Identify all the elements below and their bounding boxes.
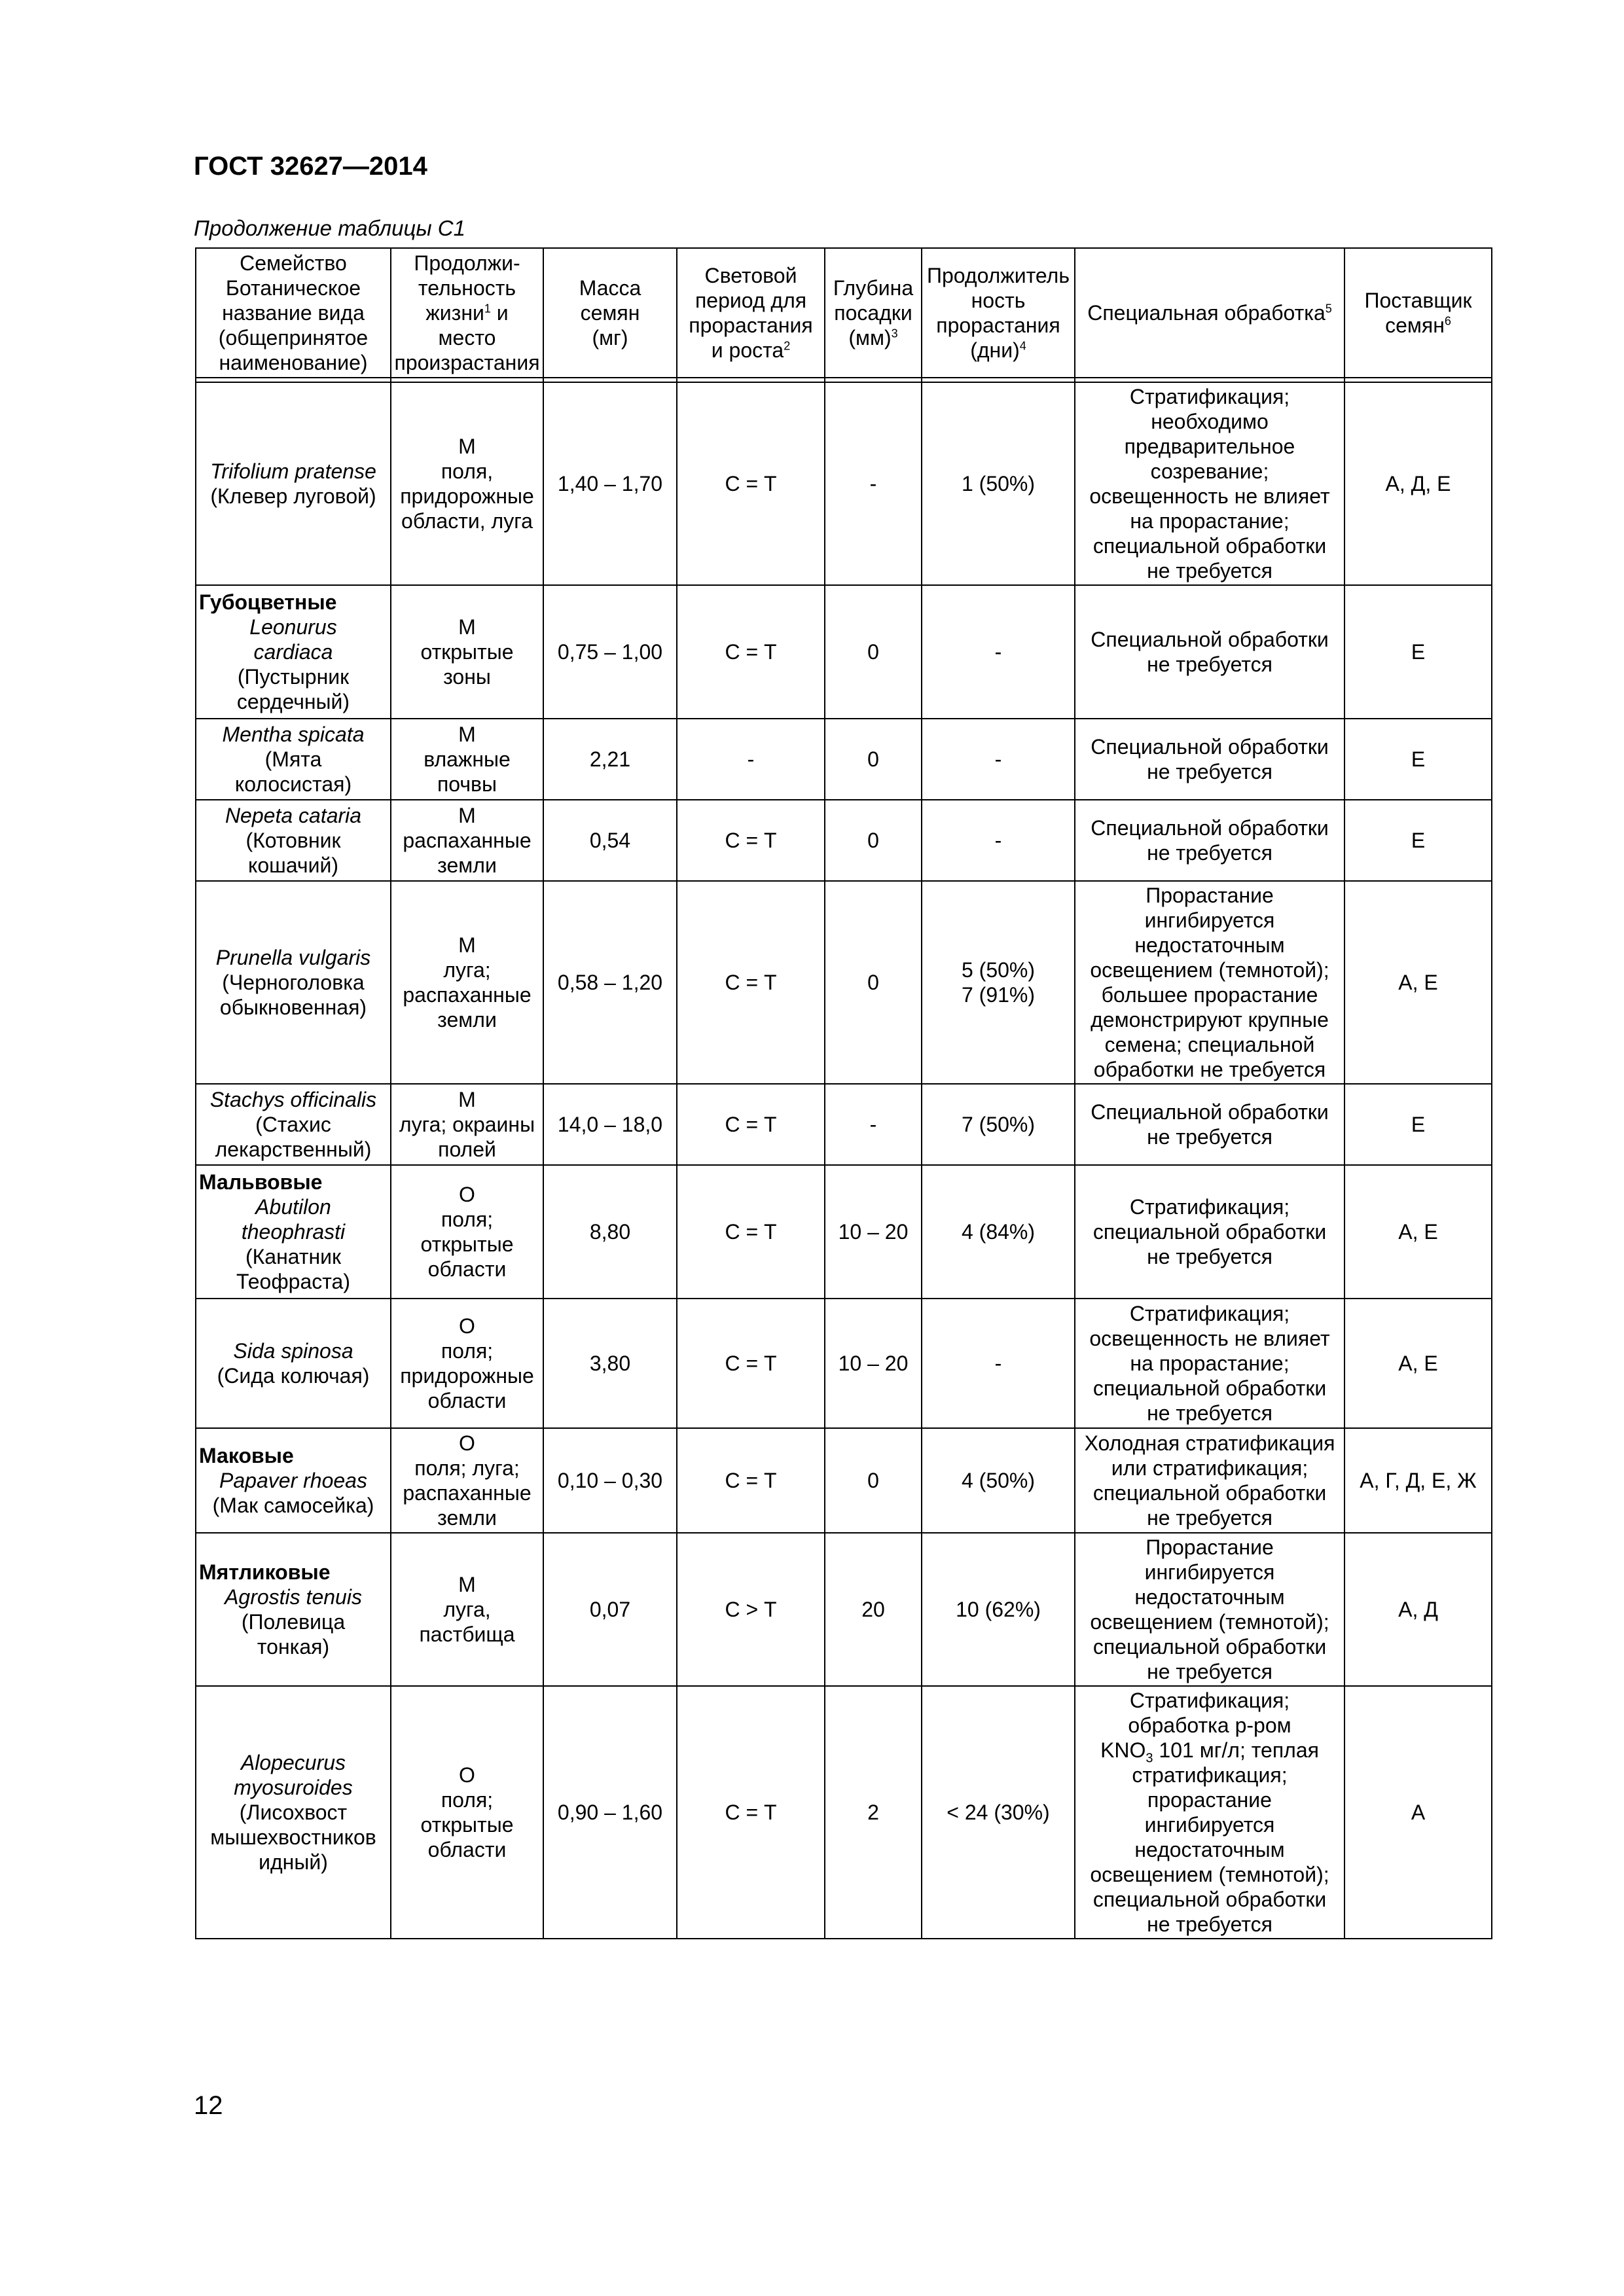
mass-cell: 2,21 — [543, 719, 677, 800]
family-name: Мятликовые — [199, 1560, 331, 1584]
header-lifespan: Продолжи- тельность жизни$^1$ и место произрастания — [391, 248, 543, 378]
duration-cell: - — [922, 800, 1075, 881]
lifespan-cell: М луга; распаханные земли — [391, 881, 543, 1084]
light-cell: С = Т — [677, 1299, 825, 1428]
table-row — [196, 800, 1492, 881]
table-row — [196, 1299, 1492, 1428]
treatment-cell: Стратификация; необходимо предварительное созревание; освещенность не влияет на прорастание; специальной обработки не требуется — [1075, 382, 1344, 585]
family-name: Маковые — [199, 1444, 294, 1467]
supplier-cell: А, Г, Д, Е, Ж — [1344, 1428, 1492, 1533]
species-cell: Prunella vulgaris (Черноголовка обыкновенная) — [196, 881, 391, 1084]
duration-cell: 4 (84%) — [922, 1165, 1075, 1299]
header-mass: Масса семян (мг) — [543, 248, 677, 378]
treatment-cell: Холодная стратификация или стратификация; специальной обработки не требуется — [1075, 1428, 1344, 1533]
family-name: Мальвовые — [199, 1170, 323, 1194]
supplier-cell: А — [1344, 1686, 1492, 1939]
light-cell: С = Т — [677, 1428, 825, 1533]
light-cell: С = Т — [677, 881, 825, 1084]
treatment-cell: Стратификация; освещенность не влияет на прорастание; специальной обработки не требуется — [1075, 1299, 1344, 1428]
header-light: Световой период для прорастания и роста$^2$ — [677, 248, 825, 378]
lifespan-cell: М луга, пастбища — [391, 1533, 543, 1686]
duration-cell: 4 (50%) — [922, 1428, 1075, 1533]
table-row — [196, 1428, 1492, 1533]
mass-cell: 0,54 — [543, 800, 677, 881]
header-separator — [196, 378, 1492, 382]
duration-cell: 5 (50%) 7 (91%) — [922, 881, 1075, 1084]
treatment-cell: Прорастание ингибируется недостаточным освещением (темнотой); большее прорастание демонстрируют крупные семена; специальной обработки не требуется — [1075, 881, 1344, 1084]
duration-cell: < 24 (30%) — [922, 1686, 1075, 1939]
mass-cell: 0,10 – 0,30 — [543, 1428, 677, 1533]
duration-cell: 1 (50%) — [922, 382, 1075, 585]
mass-cell: 14,0 – 18,0 — [543, 1084, 677, 1165]
depth-cell: 10 – 20 — [825, 1299, 922, 1428]
light-cell: С = Т — [677, 1165, 825, 1299]
lifespan-cell: М распаханные земли — [391, 800, 543, 881]
light-cell: - — [677, 719, 825, 800]
mass-cell: 0,75 – 1,00 — [543, 585, 677, 719]
lifespan-cell: М открытые зоны — [391, 585, 543, 719]
duration-cell: - — [922, 719, 1075, 800]
lifespan-cell: О поля; открытые области — [391, 1686, 543, 1939]
species-cell: Губоцветные Leonurus cardiaca (Пустырник сердечный) — [196, 585, 391, 719]
treatment-cell: Специальной обработки не требуется — [1075, 1084, 1344, 1165]
page-number: 12 — [194, 2091, 223, 2120]
lifespan-cell: М луга; окраины полей — [391, 1084, 543, 1165]
header-depth: Глубина посадки (мм)$^3$ — [825, 248, 922, 378]
mass-cell: 0,58 – 1,20 — [543, 881, 677, 1084]
depth-cell: 0 — [825, 1428, 922, 1533]
table-row — [196, 881, 1492, 1084]
mass-cell: 0,07 — [543, 1533, 677, 1686]
treatment-cell: Прорастание ингибируется недостаточным освещением (темнотой); специальной обработки не требуется — [1075, 1533, 1344, 1686]
species-cell: Мятликовые Agrostis tenuis (Полевица тонкая) — [196, 1533, 391, 1686]
supplier-cell: А, Е — [1344, 1165, 1492, 1299]
mass-cell: 3,80 — [543, 1299, 677, 1428]
treatment-cell: Специальной обработки не требуется — [1075, 719, 1344, 800]
treatment-cell: Стратификация; обработка р-ром $KNO_3$ 101 мг/л; теплая стратификация; прорастание ингибируется недостаточным освещением (темнотой); специальной обработки не требуется — [1075, 1686, 1344, 1939]
seed-table — [195, 247, 1492, 1939]
light-cell: С > Т — [677, 1533, 825, 1686]
table-row — [196, 719, 1492, 800]
header-treatment: Специальная обработка$^5$ — [1075, 248, 1344, 378]
species-cell: Nepeta cataria (Котовник кошачий) — [196, 800, 391, 881]
treatment-cell: Специальной обработки не требуется — [1075, 800, 1344, 881]
depth-cell: 0 — [825, 881, 922, 1084]
supplier-cell: Е — [1344, 1084, 1492, 1165]
mass-cell: 1,40 – 1,70 — [543, 382, 677, 585]
table-caption: Продолжение таблицы С1 — [194, 216, 465, 240]
duration-cell: 10 (62%) — [922, 1533, 1075, 1686]
species-cell: Мальвовые Abutilon theophrasti (Канатник Теофраста) — [196, 1165, 391, 1299]
light-cell: С = Т — [677, 1084, 825, 1165]
table-row — [196, 382, 1492, 585]
supplier-cell: А, Д — [1344, 1533, 1492, 1686]
species-cell: Stachys officinalis (Стахис лекарственный) — [196, 1084, 391, 1165]
mass-cell: 0,90 – 1,60 — [543, 1686, 677, 1939]
table-header-row — [196, 248, 1492, 378]
header-family: Семейство Ботаническое название вида (общепринятое наименование) — [196, 248, 391, 378]
lifespan-cell: О поля; придорожные области — [391, 1299, 543, 1428]
supplier-cell: Е — [1344, 585, 1492, 719]
species-cell: Alopecurus myosuroides (Лисохвост мышехвостников идный) — [196, 1686, 391, 1939]
depth-cell: 10 – 20 — [825, 1165, 922, 1299]
table-row — [196, 1533, 1492, 1686]
lifespan-cell: О поля; открытые области — [391, 1165, 543, 1299]
species-cell: Sida spinosa (Сида колючая) — [196, 1299, 391, 1428]
depth-cell: 0 — [825, 719, 922, 800]
supplier-cell: А, Е — [1344, 1299, 1492, 1428]
header-supplier: Поставщик семян$^6$ — [1344, 248, 1492, 378]
supplier-cell: Е — [1344, 719, 1492, 800]
family-name: Губоцветные — [199, 590, 337, 614]
species-cell: Маковые Papaver rhoeas (Мак самосейка) — [196, 1428, 391, 1533]
supplier-cell: А, Д, Е — [1344, 382, 1492, 585]
light-cell: С = Т — [677, 800, 825, 881]
depth-cell: 2 — [825, 1686, 922, 1939]
table-row — [196, 585, 1492, 719]
table-row — [196, 1084, 1492, 1165]
light-cell: С = Т — [677, 1686, 825, 1939]
light-cell: С = Т — [677, 382, 825, 585]
header-duration: Продолжитель ность прорастания (дни)$^4$ — [922, 248, 1075, 378]
species-cell: Mentha spicata (Мята колосистая) — [196, 719, 391, 800]
depth-cell: - — [825, 382, 922, 585]
species-cell: Trifolium pratense (Клевер луговой) — [196, 382, 391, 585]
depth-cell: 0 — [825, 800, 922, 881]
treatment-cell: Стратификация; специальной обработки не требуется — [1075, 1165, 1344, 1299]
document-title: ГОСТ 32627—2014 — [194, 152, 427, 181]
mass-cell: 8,80 — [543, 1165, 677, 1299]
treatment-cell: Специальной обработки не требуется — [1075, 585, 1344, 719]
depth-cell: 20 — [825, 1533, 922, 1686]
lifespan-cell: О поля; луга; распаханные земли — [391, 1428, 543, 1533]
table-row — [196, 1686, 1492, 1939]
supplier-cell: Е — [1344, 800, 1492, 881]
lifespan-cell: М влажные почвы — [391, 719, 543, 800]
duration-cell: 7 (50%) — [922, 1084, 1075, 1165]
depth-cell: 0 — [825, 585, 922, 719]
depth-cell: - — [825, 1084, 922, 1165]
lifespan-cell: М поля, придорожные области, луга — [391, 382, 543, 585]
duration-cell: - — [922, 1299, 1075, 1428]
table-row — [196, 1165, 1492, 1299]
light-cell: С = Т — [677, 585, 825, 719]
duration-cell: - — [922, 585, 1075, 719]
supplier-cell: А, Е — [1344, 881, 1492, 1084]
